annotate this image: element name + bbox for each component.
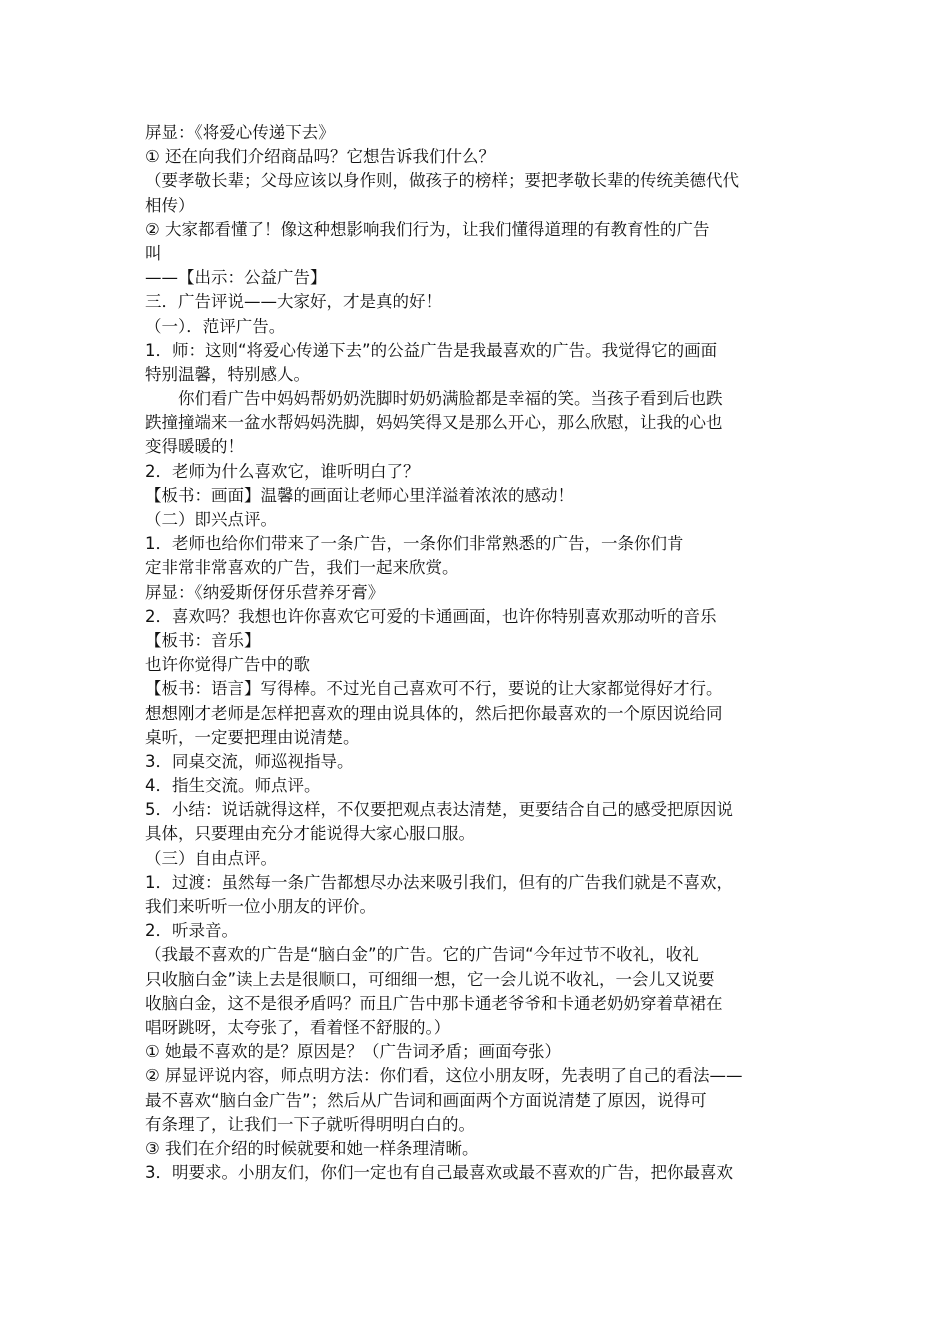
text-line: 屏显：《将爱心传递下去》 [145, 123, 335, 142]
text-line: 2．听录音。 [145, 921, 238, 941]
text-line: （要孝敬长辈；父母应该以身作则，做孩子的榜样；要把孝敬长辈的传统美德代代 [145, 171, 739, 191]
text-line: 1．老师也给你们带来了一条广告，一条你们非常熟悉的广告，一条你们肯 [145, 534, 684, 554]
text-line: ——【出示：公益广告】 [145, 268, 327, 288]
text-line: 2．喜欢吗？我想也许你喜欢它可爱的卡通画面，也许你特别喜欢那动听的音乐 [145, 606, 717, 626]
text-line: 叫 [145, 243, 162, 263]
text-line: 唱呀跳呀，太夸张了，看着怪不舒服的。） [145, 1017, 451, 1037]
text-line: 5．小结：说话就得这样，不仅要把观点表达清楚，更要结合自己的感受把原因说 [145, 800, 733, 820]
text-line: ② 大家都看懂了！像这种想影响我们行为，让我们懂得道理的有教育性的广告 [145, 219, 710, 239]
text-line: 【板书：画面】温馨的画面让老师心里洋溢着浓浓的感动！ [145, 485, 574, 505]
text-line: 3．同桌交流，师巡视指导。 [145, 751, 354, 771]
text-line: ② 屏显评说内容，师点明方法：你们看，这位小朋友呀，先表明了自己的看法—— [145, 1066, 743, 1086]
text-line: 定非常非常喜欢的广告，我们一起来欣赏。 [145, 558, 459, 578]
text-line: 有条理了，让我们一下子就听得明明白白的。 [145, 1114, 475, 1134]
subsection-heading: （二）即兴点评。 [145, 510, 277, 529]
text-line: 只收脑白金”读上去是很顺口，可细细一想，它一会儿说不收礼，一会儿又说要 [145, 969, 715, 989]
text-line: 【板书：音乐】 [145, 630, 261, 650]
text-line: 跌撞撞端来一盆水帮妈妈洗脚，妈妈笑得又是那么开心，那么欣慰，让我的心也 [145, 413, 723, 433]
text-line: 1．过渡：虽然每一条广告都想尽办法来吸引我们，但有的广告我们就是不喜欢， [145, 872, 733, 892]
text-line: 想想刚才老师是怎样把喜欢的理由说具体的，然后把你最喜欢的一个原因说给同 [145, 703, 723, 723]
text-line: 具体，只要理由充分才能说得大家心服口服。 [145, 824, 475, 844]
text-line: ① 还在向我们介绍商品吗？它想告诉我们什么？ [145, 147, 496, 167]
section-heading: 三．广告评说——大家好，才是真的好！ [145, 292, 442, 312]
text-line: 4．指生交流。师点评。 [145, 776, 321, 796]
text-line: 2．老师为什么喜欢它，谁听明白了？ [145, 461, 420, 481]
text-line: ① 她最不喜欢的是？原因是？（广告词矛盾；画面夸张） [145, 1042, 562, 1062]
document-body [145, 121, 815, 1185]
text-line: 相传） [145, 195, 195, 215]
text-line: （我最不喜欢的广告是“脑白金”的广告。它的广告词“今年过节不收礼，收礼 [145, 945, 699, 965]
text-line: 最不喜欢“脑白金广告”；然后从广告词和画面两个方面说清楚了原因，说得可 [145, 1090, 707, 1110]
subsection-heading: （一）．范评广告。 [145, 316, 286, 336]
text-line: ③ 我们在介绍的时候就要和她一样条理清晰。 [145, 1138, 479, 1158]
text-line: 【板书：语言】写得棒。不过光自己喜欢可不行，要说的让大家都觉得好才行。 [145, 679, 723, 699]
subsection-heading: （三）自由点评。 [145, 848, 277, 868]
text-line: 3．明要求。小朋友们，你们一定也有自己最喜欢或最不喜欢的广告，把你最喜欢 [145, 1163, 733, 1183]
text-line: 我们来听听一位小朋友的评价。 [145, 897, 376, 916]
text-line: 特别温馨，特别感人。 [145, 364, 310, 384]
text-line: 变得暖暖的！ [145, 437, 244, 457]
text-line: 也许你觉得广告中的歌 [145, 655, 310, 675]
text-line: 屏显：《纳爱斯伢伢乐营养牙膏》 [145, 582, 385, 602]
text-line: 收脑白金，这不是很矛盾吗？而且广告中那卡通老爷爷和卡通老奶奶穿着草裙在 [145, 993, 723, 1013]
text-line: 你们看广告中妈妈帮奶奶洗脚时奶奶满脸都是幸福的笑。当孩子看到后也跌 [178, 389, 723, 409]
text-line: 桌听，一定要把理由说清楚。 [145, 727, 360, 747]
text-line: 1．师：这则“将爱心传递下去”的公益广告是我最喜欢的广告。我觉得它的画面 [145, 340, 718, 360]
